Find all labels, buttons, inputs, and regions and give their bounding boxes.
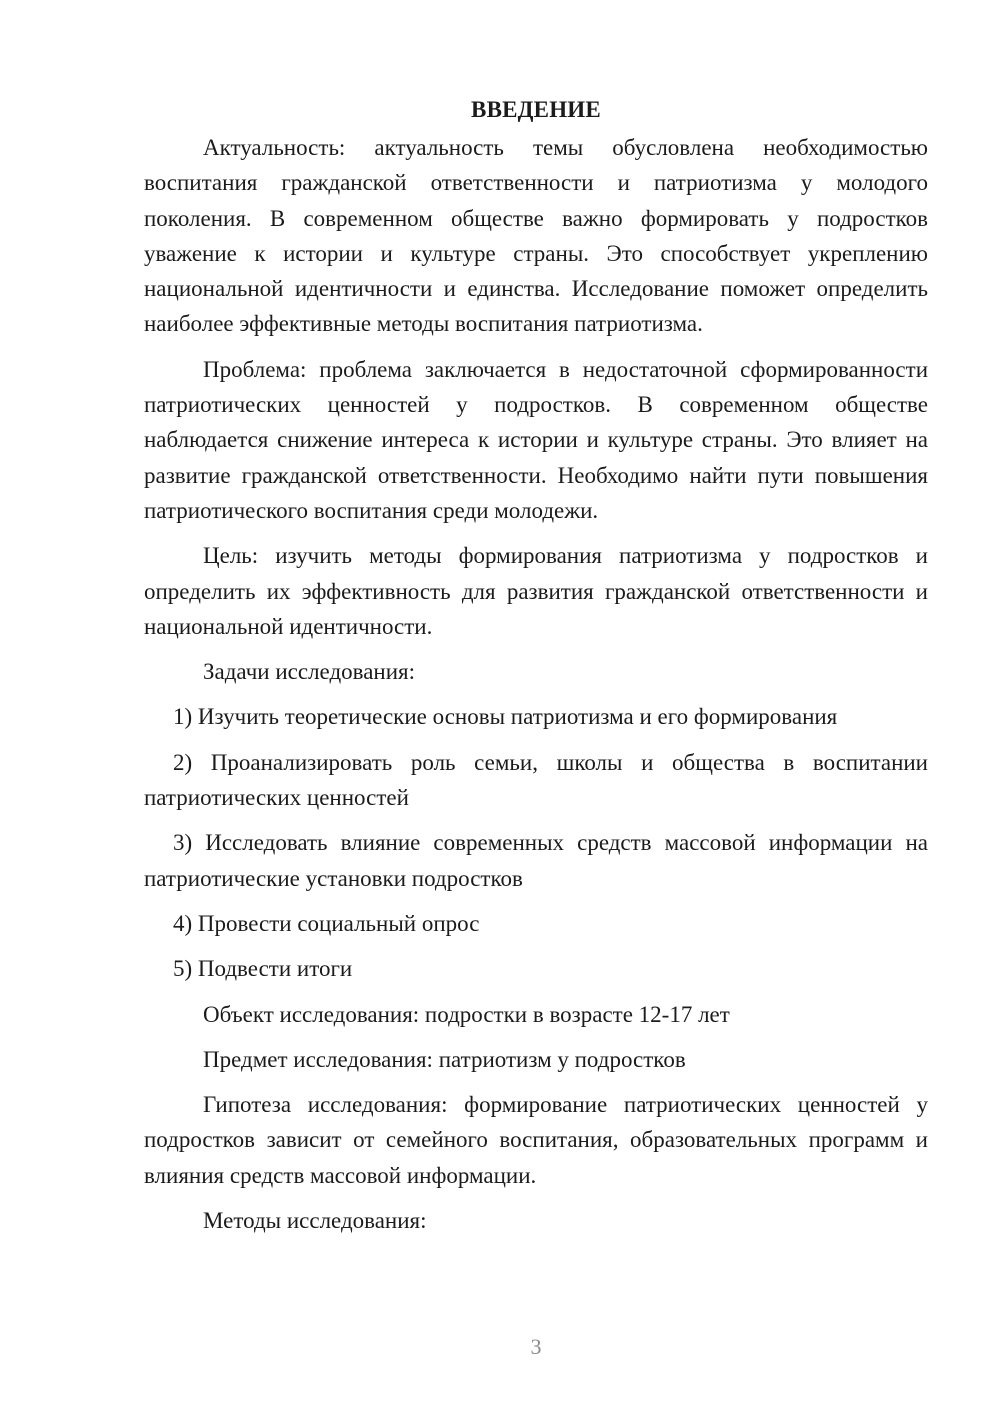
tasks-heading: Задачи исследования: [203,659,416,685]
problem-paragraph: Проблема: проблема заключается в недостаточной сформированности патриотических ценностей у подростков. В современном обществе наблюдается снижение интереса к истории и культуре страны. Это влияет на развитие гражданской ответственности. Необходимо найти пути повышения патриотического воспитания среди молодежи. [144,356,928,523]
section-title: ВВЕДЕНИЕ [471,97,601,122]
methods-heading: Методы исследования: [203,1208,427,1234]
object-paragraph: Объект исследования: подростки в возрасте 12-17 лет [203,1001,730,1027]
task-item-5: 5) Подвести итоги [173,956,353,982]
subject-paragraph: Предмет исследования: патриотизм у подростков [203,1046,686,1072]
page-number: 3 [530,1334,542,1359]
task-item-4: 4) Провести социальный опрос [173,910,480,936]
goal-paragraph: Цель: изучить методы формирования патриотизма у подростков и определить их эффективность для развития гражданской ответственности и национальной идентичности. [144,543,928,639]
page-body [144,92,928,1248]
task-item-2: 2) Проанализировать роль семьи, школы и общества в воспитании патриотических ценностей [144,749,928,811]
task-item-1: 1) Изучить теоретические основы патриотизма и его формирования [173,704,838,730]
hypothesis-paragraph: Гипотеза исследования: формирование патриотических ценностей у подростков зависит от семейного воспитания, образовательных программ и влияния средств массовой информации. [144,1092,928,1188]
task-item-3: 3) Исследовать влияние современных средств массовой информации на патриотические установки подростков [144,830,928,891]
relevance-paragraph: Актуальность: актуальность темы обусловлена необходимостью воспитания гражданской ответственности и патриотизма у молодого поколения. В современном обществе важно формировать у подростков уважение к истории и культуре страны. Это способствует укреплению национальной идентичности и единства. Исследование поможет определить наиболее эффективные методы воспитания патриотизма. [144,135,928,337]
